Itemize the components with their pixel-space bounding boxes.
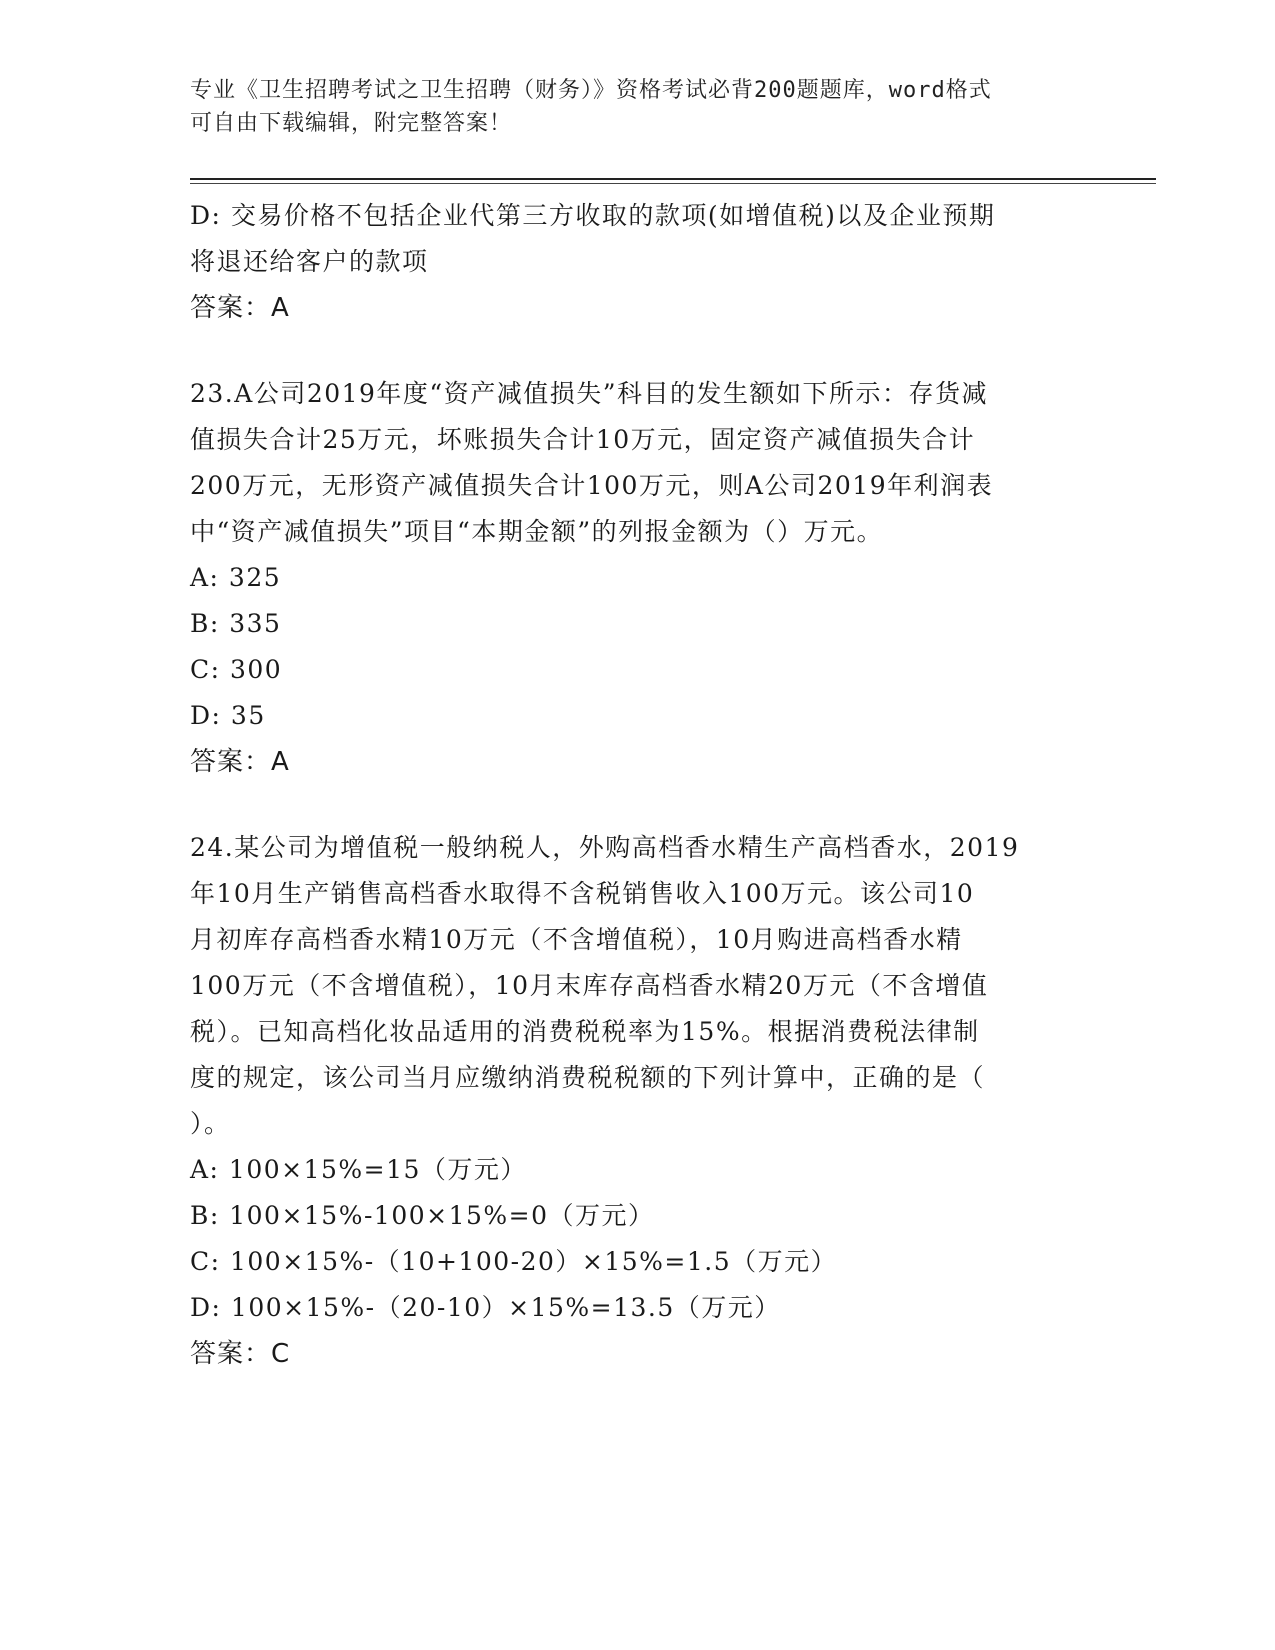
option-b: B: 100×15%-100×15%=0（万元） [190,1201,655,1230]
question-stem-line: 值损失合计25万元，坏账损失合计10万元，固定资产减值损失合计 [190,425,976,454]
option-a: A: 325 [190,563,282,592]
question-23 [190,371,1110,785]
option-d-line-2: 将退还给客户的款项 [190,247,429,276]
question-24 [190,825,1110,1377]
option-a: A: 100×15%=15（万元） [190,1155,527,1184]
question-stem-line: 23.A公司2019年度“资产减值损失”科目的发生额如下所示：存货减 [190,379,988,408]
header-divider-thin [190,183,1156,184]
spacer [190,331,1110,371]
question-22-tail [190,193,1110,331]
header-line-2: 可自由下载编辑，附完整答案！ [190,111,513,136]
question-stem-line: ）。 [190,1109,231,1138]
question-stem-line: 年10月生产销售高档香水取得不含税销售收入100万元。该公司10 [190,879,975,908]
option-c: C: 300 [190,655,283,684]
document-body [190,193,1110,1377]
option-d: D: 35 [190,701,266,730]
page-header [190,74,1090,140]
question-stem-line: 200万元，无形资产减值损失合计100万元，则A公司2019年利润表 [190,471,994,500]
question-stem-line: 中“资产减值损失”项目“本期金额”的列报金额为（）万元。 [190,517,884,546]
header-line-1: 专业《卫生招聘考试之卫生招聘（财务）》资格考试必背200题题库，word格式 [190,78,992,103]
question-stem-line: 税）。已知高档化妆品适用的消费税税率为15%。根据消费税法律制 [190,1017,980,1046]
header-divider-thick [190,178,1156,180]
option-d-line-1: D: 交易价格不包括企业代第三方收取的款项(如增值税)以及企业预期 [190,201,996,230]
option-d: D: 100×15%-（20-10）×15%=13.5（万元） [190,1293,781,1322]
question-stem-line: 度的规定，该公司当月应缴纳消费税税额的下列计算中，正确的是（ [190,1063,986,1092]
spacer [190,785,1110,825]
question-stem-line: 月初库存高档香水精10万元（不含增值税），10月购进高档香水精 [190,925,963,954]
answer-label: 答案：A [190,293,290,323]
option-b: B: 335 [190,609,282,638]
option-c: C: 100×15%-（10+100-20）×15%=1.5（万元） [190,1247,838,1276]
answer-label: 答案：C [190,1339,291,1369]
answer-label: 答案：A [190,747,290,777]
question-stem-line: 100万元（不含增值税），10月末库存高档香水精20万元（不含增值 [190,971,989,1000]
question-stem-line: 24.某公司为增值税一般纳税人，外购高档香水精生产高档香水，2019 [190,833,1020,862]
